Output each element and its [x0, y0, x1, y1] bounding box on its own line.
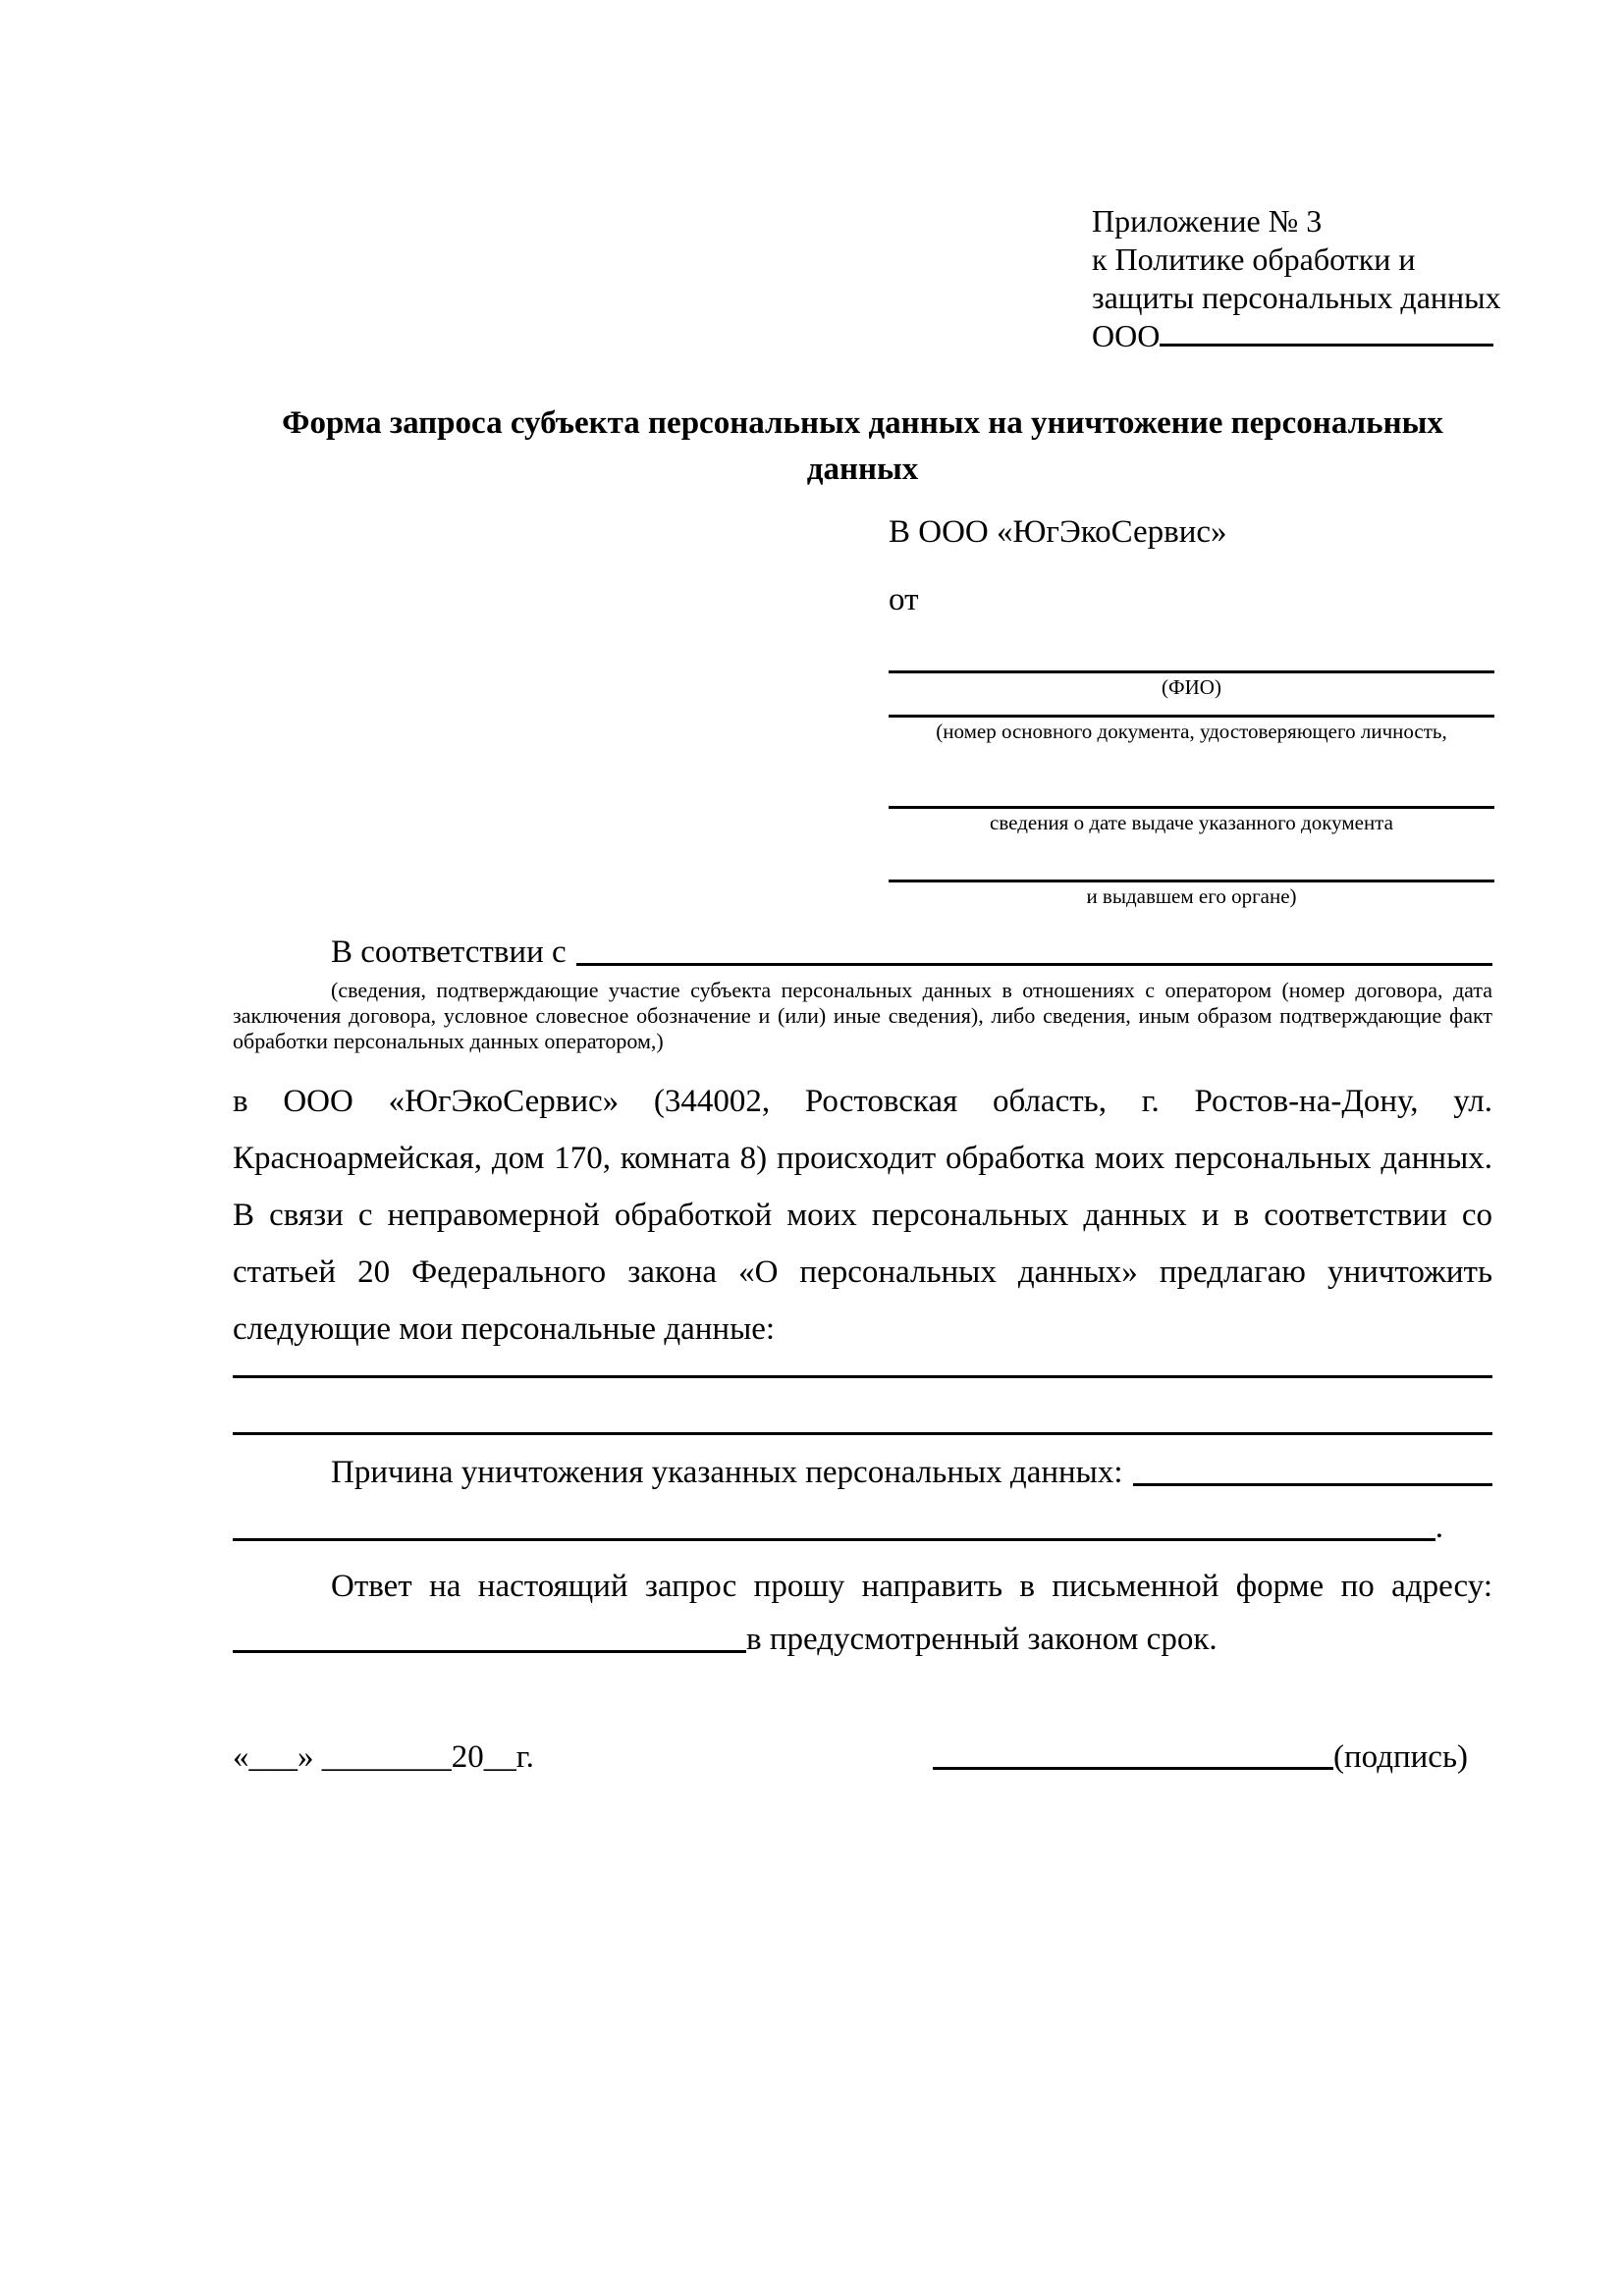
signature-group [933, 1739, 1468, 1776]
personal-data-blank-line-1 [233, 1375, 1492, 1378]
addressee-from-label: от [889, 582, 919, 617]
company-name-blank-line [1160, 317, 1493, 347]
annex-line-2: к Политике обработки и [1092, 241, 1416, 277]
annex-company-line [1092, 317, 1501, 355]
accordance-blank-line [576, 963, 1492, 966]
reason-continuation-line [233, 1502, 1492, 1546]
document-number-field-label: (номер основного документа, удостоверяющего личность, [936, 720, 1447, 743]
annex-block [1092, 202, 1501, 355]
signature-blank-line [933, 1767, 1333, 1770]
issue-date-blank-field [889, 806, 1494, 835]
response-address-line [233, 1622, 1492, 1658]
personal-data-blank-line-2 [233, 1432, 1492, 1435]
signature-label: (подпись) [1333, 1739, 1468, 1775]
issue-date-field-label: сведения о дате выдаче указанного документа [990, 811, 1393, 834]
issuing-authority-field-label: и выдавшем его органе) [1086, 884, 1297, 908]
reason-period: . [1435, 1510, 1443, 1545]
issuing-authority-blank-field [889, 880, 1494, 909]
document-number-blank-field [889, 715, 1494, 744]
address-blank-line [233, 1650, 746, 1653]
accordance-line [233, 934, 1492, 971]
response-lead: Ответ на настоящий запрос прошу направить в письменной форме по адресу: [331, 1569, 1492, 1604]
date-blank: «___» ________20__г. [233, 1739, 534, 1775]
main-paragraph: в ООО «ЮгЭкоСервис» (344002, Ростовская область, г. Ростов-на-Дону, ул. Красноармейская, дом 170, комната 8) происходит обработка моих персональных данных. В связи с неправомерной обработкой моих персональных данных и в соответствии со статьей 20 Федерального закона «О персональных данных» предлагаю уничтожить следующие мои персональные данные: [233, 1084, 1492, 1347]
annex-line-3: защиты персональных данных [1092, 280, 1501, 315]
reason-line [233, 1455, 1492, 1491]
company-prefix: ООО [1092, 318, 1161, 354]
document-title: Форма запроса субъекта персональных данных на уничтожение персональных данных [282, 405, 1443, 487]
reason-blank-line-2 [233, 1538, 1435, 1541]
reason-blank-line [1133, 1483, 1492, 1486]
annex-line-1: Приложение № 3 [1092, 203, 1323, 239]
date-signature-row [233, 1739, 1492, 1776]
accordance-footnote: (сведения, подтверждающие участие субъекта персональных данных в отношениях с оператором (номер договора, дата заключения договора, условное словесное обозначение и (или) иные сведения), либо сведения, иным образом подтверждающие факт обработки персональных данных оператором,) [233, 978, 1492, 1053]
fio-blank-field [889, 670, 1494, 700]
reason-lead: Причина уничтожения указанных персональных данных: [331, 1455, 1123, 1490]
fio-field-label: (ФИО) [1162, 675, 1221, 699]
accordance-lead: В соответствии с [331, 934, 567, 970]
addressee-to: В ООО «ЮгЭкоСервис» [889, 514, 1227, 550]
response-tail: в предусмотренный законом срок. [746, 1622, 1218, 1657]
